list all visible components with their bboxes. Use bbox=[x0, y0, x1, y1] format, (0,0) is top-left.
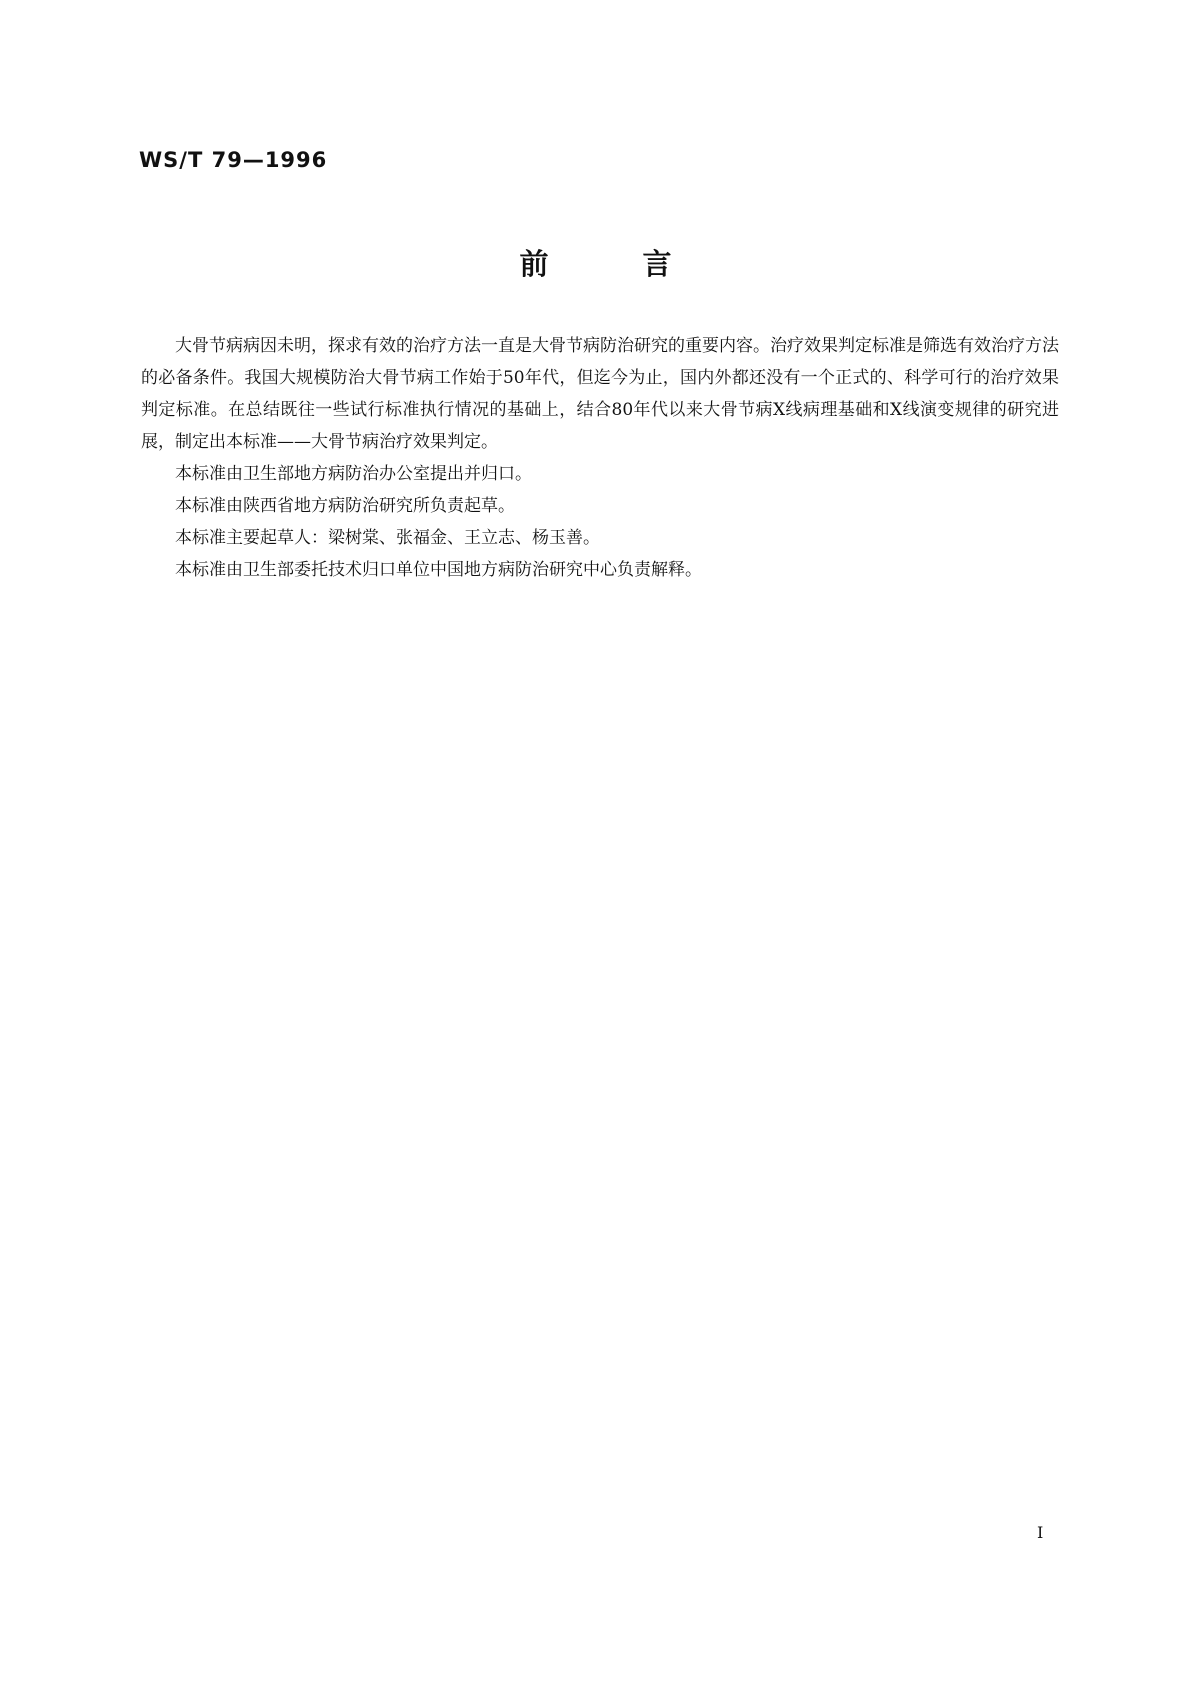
foreword-body bbox=[141, 330, 1059, 586]
paragraph: 本标准主要起草人：梁树棠、张福金、王立志、杨玉善。 bbox=[175, 528, 600, 548]
page-number: I bbox=[1037, 1523, 1044, 1542]
standard-code: WS/T 79—1996 bbox=[139, 148, 328, 172]
paragraph: 本标准由卫生部委托技术归口单位中国地方病防治研究中心负责解释。 bbox=[175, 560, 702, 580]
paragraph: 本标准由卫生部地方病防治办公室提出并归口。 bbox=[175, 464, 532, 484]
paragraph: 本标准由陕西省地方病防治研究所负责起草。 bbox=[175, 496, 515, 516]
page-title: 前言 bbox=[519, 247, 766, 281]
paragraph: 大骨节病病因未明，探求有效的治疗方法一直是大骨节病防治研究的重要内容。治疗效果判定标准是筛选有效治疗方法的必备条件。我国大规模防治大骨节病工作始于50年代，但迄今为止，国内外都还没有一个正式的、科学可行的治疗效果判定标准。在总结既往一些试行标准执行情况的基础上，结合80年代以来大骨节病X线病理基础和X线演变规律的研究进展，制定出本标准——大骨节病治疗效果判定。 bbox=[141, 336, 1059, 452]
